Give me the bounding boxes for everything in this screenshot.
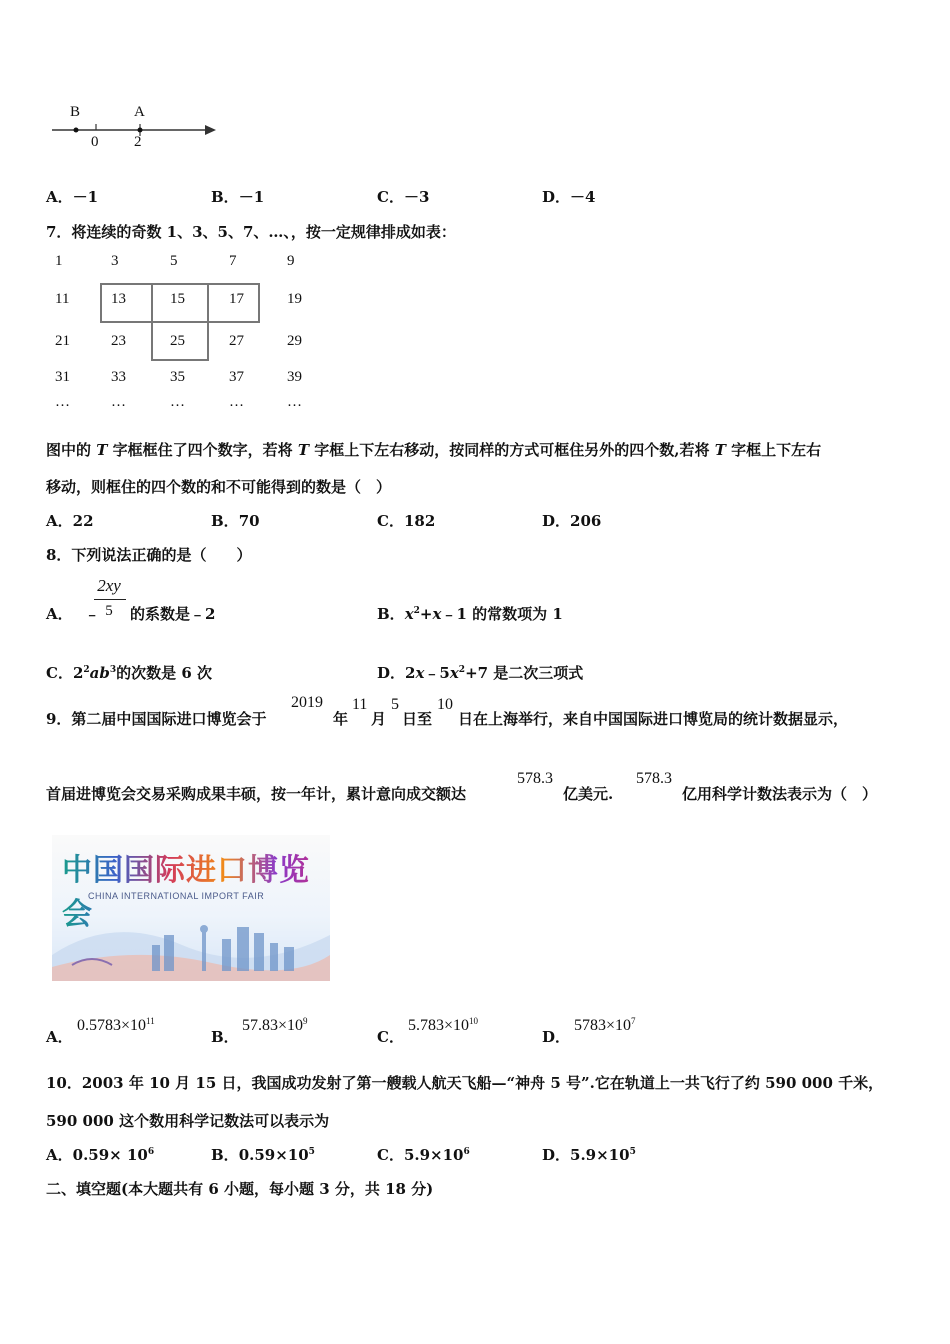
q8-a-text: 的系数是﹣2: [130, 605, 216, 623]
table-cell: …: [111, 394, 126, 410]
q8-option-d[interactable]: D．$2x﹣5x^2+7$ 是二次三项式: [377, 664, 584, 682]
q9-month: 11: [352, 696, 368, 713]
q9-day2: 10: [437, 696, 453, 713]
q8-option-b[interactable]: B．$x^2+x﹣1$ 的常数项为 1: [377, 605, 563, 623]
point-a: [138, 128, 143, 133]
table-cell: 5: [170, 253, 178, 269]
table-cell: 25: [170, 333, 185, 349]
t-frame-cell: [151, 283, 209, 323]
table-cell: 35: [170, 369, 185, 385]
q10-option-c[interactable]: C．$5.9\times 10^6$: [377, 1146, 470, 1164]
q10-line2: 590 000 这个数用科学记数法可以表示为: [46, 1112, 330, 1130]
q9-option-b[interactable]: B．: [211, 1028, 239, 1046]
q9-nian: 年: [333, 710, 349, 728]
q9-option-c[interactable]: C．: [377, 1028, 404, 1046]
q9-option-a-value: $0.5783\times 10^{11}$: [77, 1016, 155, 1034]
q8-stem: 8．下列说法正确的是（ ）: [46, 546, 252, 564]
table-cell: 33: [111, 369, 126, 385]
q10-line1: 10．2003 年 10 月 15 日，我国成功发射了第一艘载人航天飞船—“神舟 5 号”.它在轨道上一共飞行了约 590 000 千米，: [46, 1074, 884, 1092]
q7-option-a[interactable]: A．22: [46, 512, 94, 530]
q7-option-d[interactable]: D．206: [542, 512, 602, 530]
q9-option-d-value: $5783\times 10^7$: [574, 1016, 636, 1034]
q10-option-a[interactable]: A．$0.59\times 10^6$: [46, 1146, 155, 1164]
t-frame-cell: [100, 283, 153, 323]
table-cell: 9: [287, 253, 295, 269]
tick-label-2: 2: [134, 134, 142, 150]
section-2-heading: 二、填空题(本大题共有 6 小题，每小题 3 分，共 18 分): [46, 1180, 434, 1198]
q7-option-b[interactable]: B．70: [211, 512, 260, 530]
q9-yue: 月: [371, 710, 387, 728]
q9-line1-post: 日在上海举行，来自中国国际进口博览局的统计数据显示，: [458, 710, 849, 728]
fraction-bar: [94, 599, 126, 600]
q9-line2-pre: 首届进博览会交易采购成果丰硕，按一年计，累计意向成交额达: [46, 785, 467, 803]
table-cell: …: [287, 394, 302, 410]
table-cell: 37: [229, 369, 244, 385]
table-cell: 15: [170, 291, 185, 307]
table-cell: …: [55, 394, 70, 410]
table-cell: 1: [55, 253, 63, 269]
q9-option-d[interactable]: D．: [542, 1028, 571, 1046]
table-cell: 29: [287, 333, 302, 349]
t-frame-cell: [207, 283, 260, 323]
table-cell: 3: [111, 253, 119, 269]
q7-stem: 7．将连续的奇数 1、3、5、7、…、，按一定规律排成如表：: [46, 223, 456, 241]
table-cell: …: [170, 394, 185, 410]
q9-year: 2019: [291, 694, 323, 711]
banner-title: 中国国际进口博览会: [62, 845, 330, 933]
q7-desc-line2: 移动，则框住的四个数的和不可能得到的数是（ ）: [46, 478, 392, 496]
q6-option-b[interactable]: B．－1: [211, 188, 265, 206]
q7-option-c[interactable]: C．182: [377, 512, 436, 530]
table-cell: 11: [55, 291, 70, 307]
q9-line1-pre: 9．第二届中国国际进口博览会于: [46, 710, 267, 728]
point-a-label: A: [134, 104, 145, 120]
table-cell: 31: [55, 369, 70, 385]
q9-amount-2: 578.3: [636, 770, 672, 787]
point-b-label: B: [70, 104, 81, 120]
q9-day1: 5: [391, 696, 399, 713]
table-cell: 21: [55, 333, 70, 349]
table-cell: 23: [111, 333, 126, 349]
table-cell: 39: [287, 369, 302, 385]
table-cell: …: [229, 394, 244, 410]
q6-option-d[interactable]: D．－4: [542, 188, 596, 206]
q8-option-c[interactable]: C．$2^2ab^3$的次数是 6 次: [46, 664, 213, 682]
q10-option-d[interactable]: D．$5.9\times 10^5$: [542, 1146, 636, 1164]
point-b: [74, 128, 79, 133]
q9-option-b-value: $57.83\times 10^9$: [242, 1016, 308, 1034]
table-cell: 27: [229, 333, 244, 349]
city-skyline-icon: [52, 835, 330, 981]
table-cell: 19: [287, 291, 302, 307]
q9-ri-zhi: 日至: [402, 710, 433, 728]
tick-label-0: 0: [91, 134, 99, 150]
table-cell: 13: [111, 291, 126, 307]
table-cell: 7: [229, 253, 237, 269]
table-cell: 17: [229, 291, 244, 307]
import-expo-banner-image: [52, 835, 330, 981]
q8-a-numerator: 2xy: [97, 576, 121, 595]
q7-desc-line1: 图中的 T 字框框住了四个数字，若将 T 字框上下左右移动，按同样的方式可框住另外的四个数,若将 T 字框上下左右: [46, 441, 822, 459]
q6-option-c[interactable]: C．－3: [377, 188, 430, 206]
banner-subtitle: CHINA INTERNATIONAL IMPORT FAIR: [88, 891, 265, 901]
q9-option-c-value: $5.783\times 10^{10}$: [408, 1016, 479, 1034]
q9-amount: 578.3: [517, 770, 553, 787]
q9-option-a[interactable]: A．: [46, 1028, 73, 1046]
q6-option-a[interactable]: A．－1: [46, 188, 99, 206]
q9-line2-post: 亿用科学计数法表示为（ ）: [682, 785, 878, 803]
t-frame-cell: [151, 321, 209, 361]
q8-a-denominator: 5: [105, 603, 113, 619]
q8-option-a[interactable]: A． ﹣: [46, 605, 100, 623]
q10-option-b[interactable]: B．$0.59\times 10^5$: [211, 1146, 315, 1164]
q9-unit: 亿美元.: [563, 785, 614, 803]
